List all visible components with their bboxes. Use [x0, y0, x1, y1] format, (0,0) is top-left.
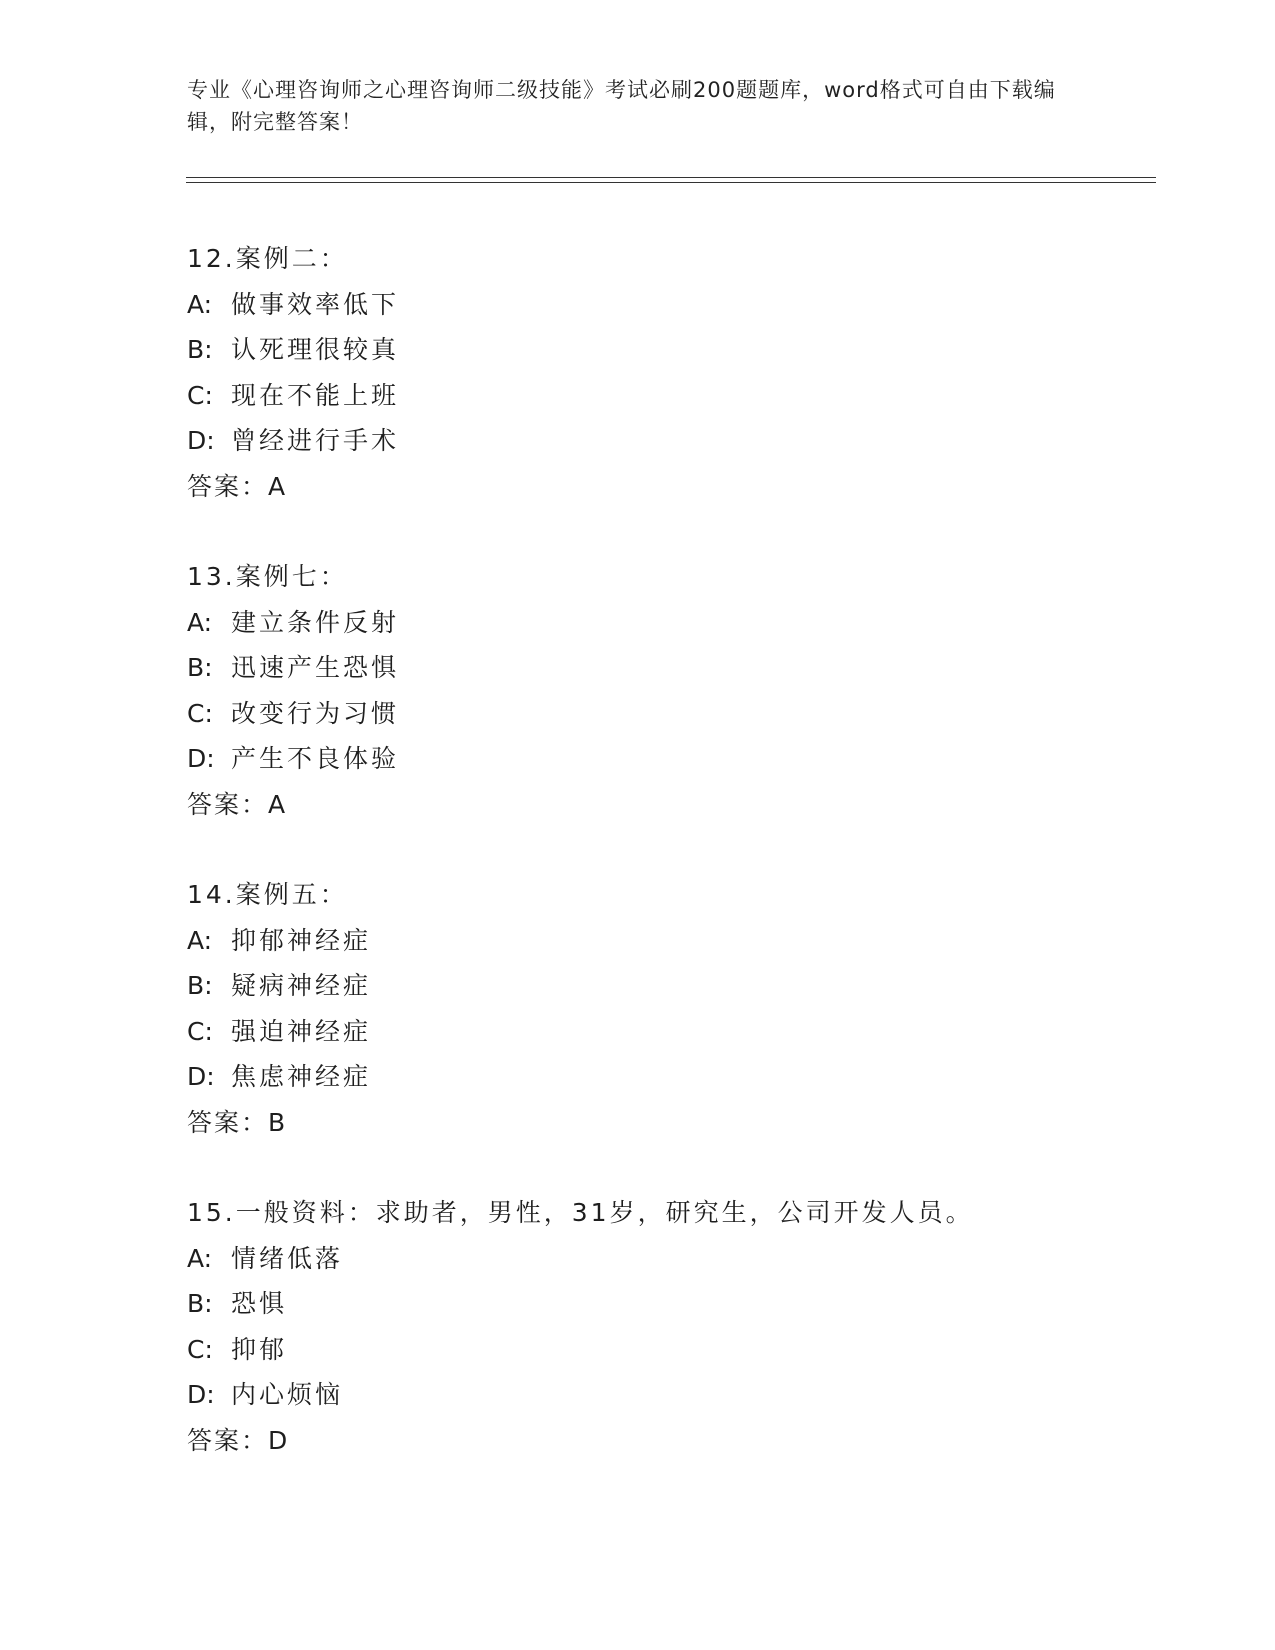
option-b [187, 327, 1147, 373]
option-text: 抑郁 [231, 1334, 288, 1364]
option-key: C: [187, 1016, 213, 1046]
option-d [187, 1054, 1147, 1100]
option-text: 曾经进行手术 [231, 426, 400, 455]
option-text: 现在不能上班 [231, 380, 400, 410]
option-text: 强迫神经症 [231, 1016, 372, 1046]
question-14 [187, 872, 1147, 1145]
question-13 [187, 554, 1147, 827]
option-c [187, 1009, 1147, 1055]
option-d [187, 736, 1147, 782]
option-key: D: [187, 426, 215, 455]
question-title: 12.案例二： [187, 244, 348, 273]
answer-line: 答案：B [187, 1107, 288, 1137]
question-title: 15.一般资料：求助者，男性，31岁，研究生，公司开发人员。 [187, 1198, 974, 1227]
option-d [187, 418, 1147, 464]
option-text: 产生不良体验 [231, 744, 400, 773]
option-text: 改变行为习惯 [231, 698, 400, 728]
option-key: B: [187, 335, 213, 364]
option-c [187, 373, 1147, 419]
option-text: 情绪低落 [231, 1243, 344, 1273]
document-header: 专业《心理咨询师之心理咨询师二级技能》考试必刷200题题库，word格式可自由下载编辑，附完整答案！ [187, 78, 1056, 134]
header-divider-top [186, 177, 1156, 178]
option-c [187, 1327, 1147, 1373]
option-a [187, 1236, 1147, 1282]
question-title: 14.案例五： [187, 880, 348, 909]
option-text: 认死理很较真 [231, 335, 400, 364]
option-key: D: [187, 1380, 215, 1409]
option-d [187, 1372, 1147, 1418]
answer-line: 答案：A [187, 789, 288, 819]
option-key: A: [187, 925, 213, 955]
option-c [187, 691, 1147, 737]
option-b [187, 645, 1147, 691]
option-key: B: [187, 1289, 213, 1318]
question-list [187, 236, 1147, 1508]
option-text: 疑病神经症 [231, 971, 372, 1000]
option-key: B: [187, 653, 213, 682]
header-divider-bottom [186, 182, 1156, 183]
option-b [187, 963, 1147, 1009]
option-key: A: [187, 607, 213, 637]
option-text: 焦虑神经症 [231, 1062, 372, 1091]
option-key: D: [187, 1062, 215, 1091]
option-key: B: [187, 971, 213, 1000]
option-key: C: [187, 1334, 213, 1364]
answer-line: 答案：A [187, 471, 288, 501]
option-a [187, 600, 1147, 646]
option-key: C: [187, 380, 213, 410]
option-text: 迅速产生恐惧 [231, 653, 400, 682]
option-key: C: [187, 698, 213, 728]
option-key: A: [187, 289, 213, 319]
option-text: 建立条件反射 [231, 607, 400, 637]
option-b [187, 1281, 1147, 1327]
option-key: A: [187, 1243, 213, 1273]
answer-line: 答案：D [187, 1425, 290, 1455]
option-text: 做事效率低下 [231, 289, 400, 319]
option-a [187, 918, 1147, 964]
option-text: 恐惧 [231, 1289, 288, 1318]
question-15 [187, 1190, 1147, 1463]
option-a [187, 282, 1147, 328]
option-text: 抑郁神经症 [231, 925, 372, 955]
question-12 [187, 236, 1147, 509]
option-key: D: [187, 744, 215, 773]
option-text: 内心烦恼 [231, 1380, 344, 1409]
question-title: 13.案例七： [187, 562, 348, 591]
